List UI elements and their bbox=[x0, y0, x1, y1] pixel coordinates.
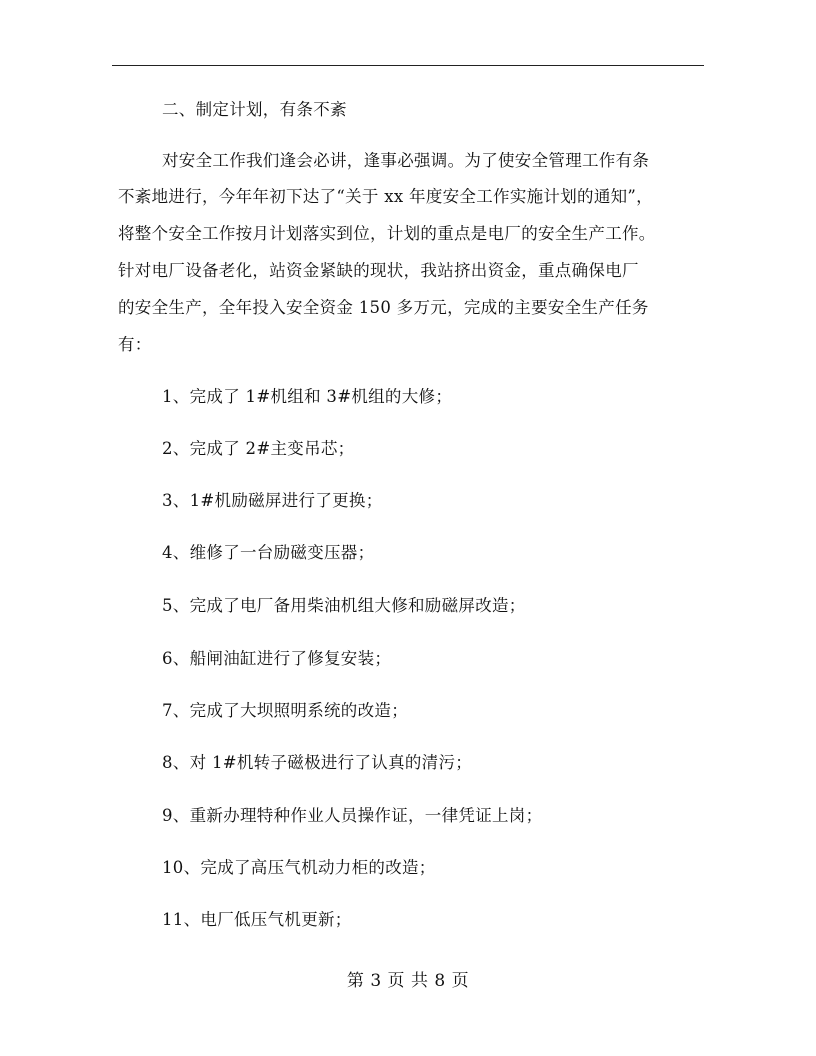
task-item: 10、完成了高压气机动力柜的改造； bbox=[162, 858, 436, 877]
task-item: 9、重新办理特种作业人员操作证，一律凭证上岗； bbox=[162, 806, 543, 825]
task-item: 4、维修了一台励磁变压器； bbox=[162, 543, 375, 562]
task-item: 3、1#机励磁屏进行了更换； bbox=[162, 491, 383, 510]
task-item: 5、完成了电厂备用柴油机组大修和励磁屏改造； bbox=[162, 596, 526, 615]
paragraph-line: 不紊地进行，今年年初下达了“关于 xx 年度安全工作实施计划的通知”， bbox=[118, 187, 653, 206]
task-item: 7、完成了大坝照明系统的改造； bbox=[162, 701, 408, 720]
task-item: 11、电厂低压气机更新； bbox=[162, 910, 352, 929]
task-item: 1、完成了 1#机组和 3#机组的大修； bbox=[162, 387, 453, 406]
paragraph-line: 的安全生产，全年投入安全资金 150 多万元，完成的主要安全生产任务 bbox=[118, 298, 649, 317]
paragraph-line: 将整个安全工作按月计划落实到位，计划的重点是电厂的安全生产工作。 bbox=[118, 224, 656, 243]
task-item: 6、船闸油缸进行了修复安装； bbox=[162, 649, 392, 668]
task-item: 2、完成了 2#主变吊芯； bbox=[162, 439, 355, 458]
section-heading: 二、制定计划，有条不紊 bbox=[162, 100, 347, 119]
paragraph-line: 有： bbox=[118, 335, 152, 354]
header-rule bbox=[112, 65, 704, 66]
paragraph-line: 对安全工作我们逢会必讲，逢事必强调。为了使安全管理工作有条 bbox=[162, 151, 650, 170]
page-number-footer: 第 3 页 共 8 页 bbox=[346, 971, 470, 991]
task-item: 8、对 1#机转子磁极进行了认真的清污； bbox=[162, 753, 473, 772]
paragraph-line: 针对电厂设备老化，站资金紧缺的现状，我站挤出资金，重点确保电厂 bbox=[118, 261, 639, 280]
